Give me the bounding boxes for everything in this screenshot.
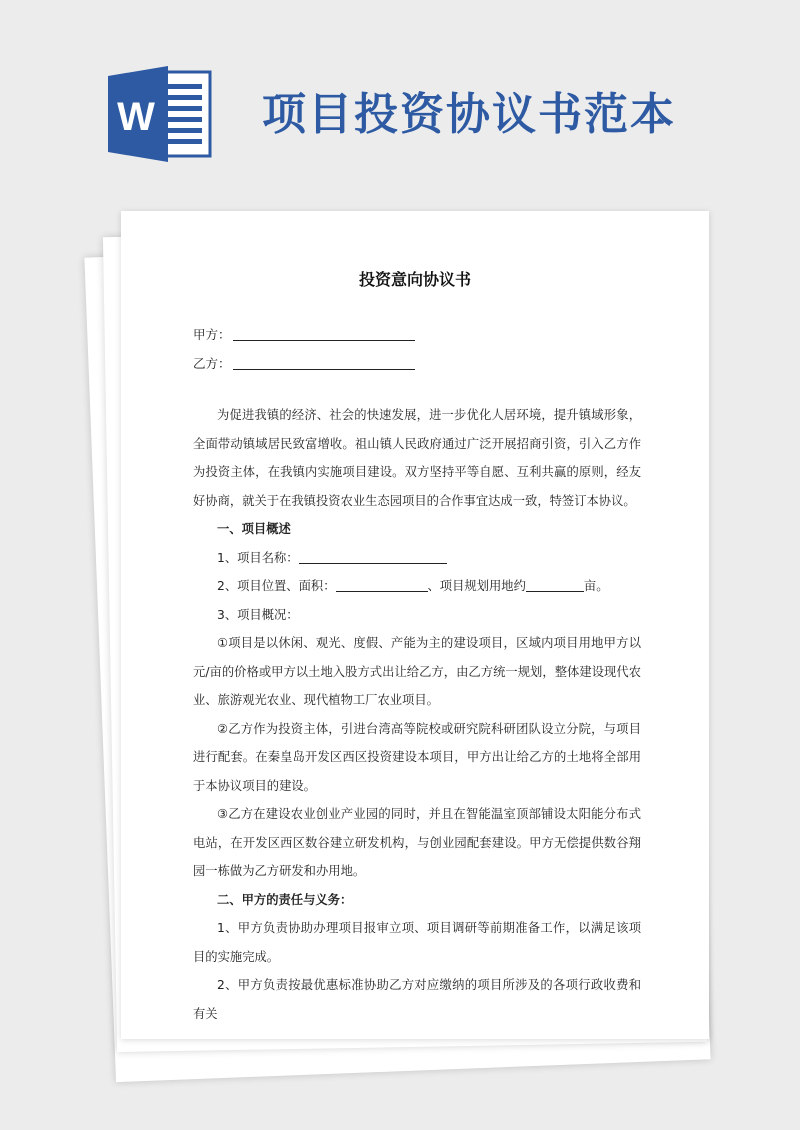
location-blank: [336, 578, 428, 592]
party-b-blank: [233, 356, 415, 370]
party-a-blank: [233, 327, 415, 341]
project-location-label: 2、项目位置、面积：: [217, 579, 336, 593]
word-document-icon: [108, 64, 214, 164]
overview-detail-3: ③乙方在建设农业创业产业园的同时，并且在智能温室顶部铺设太阳能分布式电站，在开发区西区数谷建立研发机构，与创业园配套建设。甲方无偿提供数谷翔园一栋做为乙方研发和办用地。: [193, 807, 641, 878]
project-overview-item: 3、项目概况：: [217, 607, 299, 622]
project-name-blank: [299, 550, 447, 564]
document-title: 投资意向协议书: [358, 270, 471, 289]
overview-detail-2: ②乙方作为投资主体，引进台湾高等院校或研究院科研团队设立分院，与项目进行配套。在秦皇岛开发区西区投资建设本项目，甲方出让给乙方的土地将全部用于本协议项目的建设。: [193, 721, 641, 793]
party-a-label: 甲方：: [193, 327, 231, 342]
party-a-field: [193, 325, 415, 343]
section-heading-party-a-duties: 二、甲方的责任与义务：: [217, 892, 353, 907]
land-area-label: 、项目规划用地约: [427, 579, 526, 593]
duty-item-1: 1、甲方负责协助办理项目报审立项、项目调研等前期准备工作，以满足该项目的实施完成。: [193, 921, 641, 964]
overview-detail-1: ①项目是以休闲、观光、度假、产能为主的建设项目，区域内项目用地甲方以元/亩的价格或甲方以土地入股方式出让给乙方，由乙方统一规划，整体建设现代农业、旅游观光农业、现代植物工厂农业项目。: [193, 636, 641, 707]
land-area-blank: [526, 578, 584, 592]
project-location-item: [193, 572, 641, 601]
project-name-item: [193, 544, 641, 573]
section-heading-overview: 一、项目概述: [217, 522, 291, 536]
party-b-field: [193, 354, 415, 372]
page-header: [0, 0, 800, 200]
document-body: [193, 401, 641, 1028]
intro-paragraph: 为促进我镇的经济、社会的快速发展，进一步优化人居环境，提升镇域形象，全面带动镇域居民致富增收。祖山镇人民政府通过广泛开展招商引资，引入乙方作为投资主体，在我镇内实施项目建设。双方坚持平等自愿、互利共赢的原则，经友好协商，就关于在我镇投资农业生态园项目的合作事宜达成一致，特签订本协议。: [193, 408, 641, 508]
party-b-label: 乙方：: [193, 356, 231, 371]
project-name-label: 1、项目名称：: [217, 550, 299, 565]
document-page: [121, 211, 709, 1039]
page-title: 项目投资协议书范本: [262, 89, 676, 140]
word-icon-letter: W: [117, 95, 155, 139]
duty-item-2: 2、甲方负责按最优惠标准协助乙方对应缴纳的项目所涉及的各项行政收费和有关: [193, 978, 641, 1021]
land-area-unit: 亩。: [583, 579, 609, 593]
